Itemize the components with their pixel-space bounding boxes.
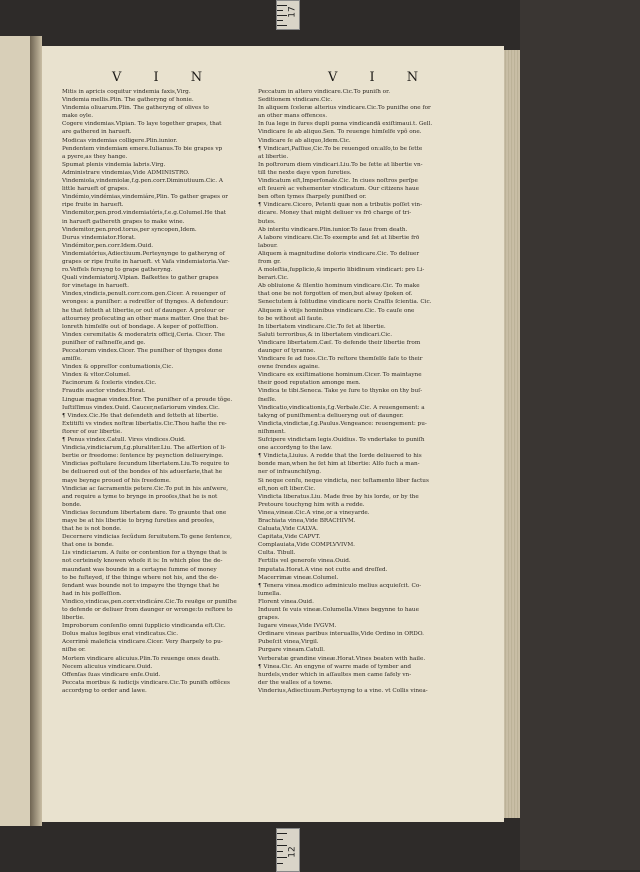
- text-line: maye be at his libertie to bryng ſureties and prooſes,: [62, 517, 215, 524]
- text-line: Iugare vineas,Vide IVGVM.: [258, 623, 337, 630]
- text-line: Pendentem vindemiam emere.Iulianus.To bie grapes vp: [62, 145, 223, 152]
- text-line: grapes or ripe fruite in harueft. vt Vafa vindemiatoria.Var-: [62, 258, 230, 265]
- text-line: lumella.: [258, 590, 282, 597]
- text-line: In poſtrorum diem vindicari.Liu.To be ſette at libertie vn-: [258, 161, 423, 168]
- left-page-edge: [0, 36, 32, 826]
- text-line: Caluata,Vide CALVA.: [258, 526, 318, 533]
- page-edges: [504, 50, 520, 818]
- text-line: Mitis in apricis coquitur vindemia faxis,Virg.: [62, 89, 191, 95]
- text-line: Vindicatio,vindicationis,f.g.Verbale.Cic. A reuengement: a: [258, 404, 425, 411]
- text-line: daunger of tyranne.: [258, 348, 316, 354]
- text-line: Fertilis vel generoſe vinea.Ouid.: [258, 558, 351, 565]
- text-line: Vindicare ex exiſtimatione hominum.Cicer. To maintayne: [258, 372, 422, 379]
- text-line: eſt ſeuerè ac vehementer vindicatum. Our citizens haue: [258, 186, 420, 193]
- text-line: ſtorer of our libertie.: [62, 428, 123, 435]
- text-line: Imputata.Horat.A vine not cutte and dreſſed.: [258, 566, 388, 573]
- ruler-tick: [277, 839, 283, 840]
- text-line: Quali vindemiatorij.Vlpian. Baſkettes to gather grapes: [62, 275, 219, 282]
- text-line: a pyere,as they hange.: [62, 153, 128, 160]
- text-line: Complauiata,Vide COMPLVVIVM.: [258, 542, 355, 549]
- text-line: bertie or freedome: ſentence by peynction deliueryinge.: [62, 453, 224, 460]
- text-line: till the nexte daye vpon ſureties.: [258, 169, 352, 176]
- text-line: ¶ Tenera vinea.modico adminiculo melius acquieſcit. Co-: [258, 582, 422, 589]
- text-line: Vindicare ſe ab aliquo.Sen. To reuenge himſelfe vpõ one.: [258, 129, 422, 136]
- text-line: Vinderius,Adiectiuum.Perteynyng to a vine. vt Collis vinea-: [258, 687, 428, 694]
- measurement-ruler-top: [276, 0, 300, 30]
- text-line: ner of infraunchiſyng.: [258, 469, 322, 476]
- text-line: Saluti terroribus,& in libertatem vindicari.Cic.: [258, 331, 393, 338]
- text-line: grapes.: [258, 615, 280, 622]
- text-line: ¶ Vindicta,Liuius. A redde that the Iorde deliuered to his: [258, 453, 422, 460]
- ruler-tick: [277, 25, 287, 26]
- text-line: that one be not forgotten of men,but alway ſpoken of.: [258, 291, 413, 298]
- text-line: Ordinare vineas paribus interuallis,Vide Ordino in ORDO.: [258, 631, 424, 638]
- text-line: Lis vindiciarum. A ſuite or contention for a thynge that is: [62, 550, 227, 557]
- text-line: Cogere vindemias.Vlpian. To laye together grapes, that: [62, 121, 222, 128]
- text-line: Vindicare ſe ab aliquo,Idem.Cic.: [258, 137, 351, 144]
- text-line: an other mans offences.: [258, 113, 328, 120]
- text-line: to be fuſteyed, if the thinge where not his, and the de-: [62, 574, 219, 581]
- text-line: In libertatem vindicare.Cic.To ſet at libertie.: [258, 323, 386, 330]
- text-line: Vindex & vltor.Columel.: [62, 372, 131, 379]
- ruler-tick: [277, 15, 287, 16]
- text-line: In aliquem ſceleræ alterius vindicare.Cic.To puniſhe one for: [258, 105, 431, 112]
- text-line: their good reputation amonge men.: [258, 380, 361, 387]
- book-gutter: [30, 36, 42, 826]
- text-line: ¶ Penus vindex.Catull. Vires vindices.Ouid.: [62, 437, 186, 444]
- text-line: Peccatorum vindex.Cicer. The puniſher of thynges done: [62, 348, 223, 354]
- text-line: at libertie.: [258, 153, 289, 160]
- text-line: Vindemitor,pen.prod.torus,per syncopen,Idem.: [62, 226, 197, 233]
- text-line: Ab interitu vindicare.Plin.iunior.To ſaue from death.: [258, 226, 408, 233]
- text-line: Induunt ſe vuis vineæ.Columella.Vines begynne to haue: [258, 607, 419, 613]
- text-line: der the walles of a towne.: [258, 679, 333, 686]
- ruler-number: 12: [287, 846, 298, 858]
- text-line: hurdels,vnder which in aſſaultes men came ſafely vn-: [258, 671, 412, 678]
- text-line: Si neque cenſu, neque vindicta, nec teſtamento liber factus: [258, 477, 429, 484]
- text-line: bonde man,when he ſet him at libertie: Alſo ſuch a man-: [258, 461, 420, 468]
- text-line: Vindémio,vindémias,vindemiáre,Plin. To gather grapes or: [62, 194, 228, 201]
- text-line: Vindicare libertatem.Cæſ. To defende their libertie from: [258, 339, 421, 346]
- text-line: Florent vinea.Ouid.: [258, 598, 314, 605]
- text-line: Purgare vineam.Catull.: [258, 647, 325, 654]
- text-line: Vindicatum eſt,Imperſonale.Cic. In ciues noſtros perſpe: [258, 178, 418, 185]
- text-line: Vindémitor,pen.corr.Idem.Ouid.: [62, 242, 154, 249]
- text-line: Linguæ magnæ vindex.Hor. The puniſher of a proude tõge.: [62, 396, 233, 403]
- text-line: Durus vindemiator.Horat.: [62, 234, 136, 241]
- text-line: wronges: a puniſher: a redreſſer of thynges. A defendour:: [62, 299, 229, 306]
- text-line: Modicas vindemias colligere.Plin.iunior.: [62, 137, 178, 144]
- text-line: Verberatæ grandine vineæ.Horat.Vines beaten with haile.: [258, 655, 426, 662]
- text-line: ſneſſe.: [258, 396, 277, 403]
- text-line: niſhe or.: [62, 647, 86, 654]
- text-line: Vindico,vindicas,pen.corr.vindicáre.Cic.To reuēge or puniſhe: [62, 598, 237, 605]
- text-line: Vindicias poſtulare ſecundum libertatem.Liu.To require to: [62, 461, 230, 468]
- text-line: Pubeſcit vinea,Virgil.: [258, 639, 319, 646]
- text-line: Vindica te tibi.Seneca. Take ye ſure to thynke on thy buſ-: [258, 388, 423, 395]
- text-line: Mortem vindicare alicuius.Plin.To reuenge ones death.: [62, 655, 220, 662]
- text-line: amiſſe.: [62, 356, 82, 363]
- ruler-tick: [277, 863, 283, 864]
- right-column: [258, 88, 476, 695]
- text-line: labour.: [258, 242, 278, 249]
- left-column: [62, 88, 274, 695]
- text-line: Senectutem à ſolitudine vindicare noris Craſſis ſcientia. Cic.: [258, 299, 432, 306]
- text-line: In ſua lege in ſures dupli pœna vindicandā exiſtimaui.t. Gell.: [258, 121, 433, 128]
- text-line: takyng of puniſhment:a deliueryng out of daunger.: [258, 412, 404, 419]
- text-line: one accordyng to the law.: [258, 445, 332, 452]
- text-line: Fraudis auctor vindex.Horat.: [62, 388, 146, 395]
- text-line: maye beynge proued of his ſreedome.: [62, 477, 171, 484]
- text-line: Acerrimè maleficia vindicare.Cicer. Very ſharpely to pu-: [62, 639, 223, 646]
- text-line: attourney proſecuting an other mans matter. One that be-: [62, 315, 229, 322]
- text-line: and require a tyme to brynge in prooſes,that he is not: [62, 493, 218, 500]
- text-line: lonreth himſelfe out of bondage. A keper of poſſeſſion.: [62, 323, 219, 330]
- text-line: Aliquem à magnitudine doloris vindicare.Cic. To deliuer: [258, 250, 420, 257]
- text-line: Vindicta liberatus.Liu. Made free by his lorde, or by the: [258, 493, 419, 500]
- text-line: Sufcipere vindictam legis.Ouidius. To vndertake to puniſh: [258, 437, 425, 444]
- text-line: ¶ Vindicare.Cicero, Petenti quæ non a tributis poſſet vin-: [258, 202, 423, 209]
- text-line: Seditionem vindicare.Cic.: [258, 97, 333, 104]
- text-line: that one is bonde.: [62, 542, 114, 549]
- ruler-tick: [277, 857, 287, 858]
- ruler-tick: [277, 845, 287, 846]
- text-line: for vinetage in harueft.: [62, 283, 129, 290]
- text-line: Aliquem à vitijs hominibus vindicare.Cic. To cauſe one: [258, 307, 415, 314]
- text-line: Macerrimæ vineæ.Columel.: [258, 574, 339, 581]
- text-line: Vindemiola,vindemiolæ,f.g.pen.corr.Diminutiuum.Cic. A: [62, 178, 223, 185]
- text-line: Capitata,Vide CAPVT.: [258, 534, 321, 541]
- text-line: to be without all faute.: [258, 315, 324, 322]
- text-line: Brachiata vinea,Vide BRACHIVM.: [258, 517, 356, 524]
- text-line: make oyle.: [62, 113, 94, 120]
- text-line: from gr.: [258, 258, 281, 265]
- text-line: Vindicare ſe ad ſuos.Cic.To reſtore themſelſe ſaſe to their: [258, 356, 423, 363]
- text-line: Facinorum & ſceleris vindex.Cic.: [62, 380, 157, 387]
- text-line: ſendant was bounde not to impayre the thynge that he: [62, 582, 220, 589]
- text-line: Necem alicuius vindicare.Ouid.: [62, 663, 153, 670]
- text-line: Spumat plenis vindemia labris.Virg.: [62, 161, 166, 168]
- text-line: berari.Cic.: [258, 275, 289, 282]
- text-line: Vindemia oliuarum.Plin. The gatheryng of olives to: [62, 105, 209, 112]
- ruler-tick: [277, 5, 287, 6]
- ruler-tick: [277, 20, 283, 21]
- text-line: Offenſas ſuas vindicare enſe.Ouid.: [62, 671, 161, 678]
- text-line: ¶ Vindex.Cic.He that deſendeth and ſetteth at libertie.: [62, 412, 219, 419]
- text-line: in harueft gathereth grapes to make wine.: [62, 218, 185, 225]
- measurement-ruler-bottom: [276, 828, 300, 872]
- text-line: ro.Veffels feruyng to grape gatheryng.: [62, 267, 173, 274]
- text-line: Vindemia mellis.Plin. The gatheryng of honie.: [62, 97, 194, 104]
- text-line: Iuſtiſſimus vindex.Ouid. Caucer,neſariorum vindex.Cic.: [62, 404, 220, 411]
- ruler-tick: [277, 833, 287, 834]
- text-line: owne ſrendes againe.: [258, 364, 320, 371]
- running-header-left: V I N: [112, 70, 217, 85]
- ruler-tick: [277, 851, 283, 852]
- text-line: Administrare vindemias,Vide ADMINISTRO.: [62, 169, 190, 176]
- text-line: A moleſtia,ſupplicio,& imperio libidinum vindicari: pro Li-: [258, 267, 425, 274]
- text-line: Extitiſti vs vindex noſtræ libertatis.Cic.Thou haſte the re-: [62, 420, 227, 427]
- ruler-number: 17: [287, 6, 298, 18]
- text-line: Vinea,vineæ.Cic.A vine,or a vineyarde.: [258, 509, 370, 516]
- text-line: be deliuered out of the bondes of his aduerſarie,that he: [62, 469, 223, 476]
- text-line: eſt,non eſt liber.Cic.: [258, 485, 316, 492]
- text-line: niſhment.: [258, 428, 286, 435]
- text-line: he that ſetteth at libertie,or out of daunger. A prolour or: [62, 307, 225, 314]
- text-line: that he is not bonde.: [62, 526, 122, 533]
- text-line: Vindex & oppreſſor contumationis,Cic.: [62, 364, 174, 371]
- text-line: had in his poſſeſſion.: [62, 590, 122, 597]
- ruler-tick: [277, 10, 283, 11]
- text-line: ¶ Vinea.Cic. An engyne of warre made of tymber and: [258, 663, 412, 670]
- text-line: Vindiciæ ac ſacramentis petere.Cic.To put in his anſwere,: [62, 485, 229, 492]
- text-line: Improborum conſenſio omni ſupplicio vindicanda eſt.Cic.: [62, 623, 226, 630]
- text-line: dicare. Money that might deliuer vs frō charge of tri-: [258, 210, 412, 217]
- text-line: bonde.: [62, 501, 82, 508]
- text-line: libertie.: [62, 615, 85, 622]
- text-line: Vindemiatórius,Adiectiuum.Perteynynge to gatheryng of: [62, 250, 225, 257]
- text-line: Peccata moribus & iudicijs vindicare.Cic.To puniſh offẽces: [62, 679, 230, 686]
- text-line: Dolus malus legibus erat vindicatus.Cic.: [62, 631, 178, 638]
- text-line: Pretoure touchyng him with a redde.: [258, 501, 365, 508]
- text-line: Vindex,vindicis,penult.corr.com.gen.Cicer. A reuenger of: [62, 291, 226, 298]
- text-line: to defende or deliuer from daunger or wronge:to reſtore to: [62, 607, 233, 613]
- text-line: Vindicia,vindiciarum,f.g.pluraliter.Liu. The aſſertion of li-: [62, 445, 226, 452]
- text-line: Vindex ceremitatis & moderatrix officij,Ceria. Cicer. The: [62, 331, 225, 338]
- text-line: little harueft of grapes.: [62, 186, 130, 193]
- background: [520, 0, 640, 870]
- text-line: Culta. Tibull.: [258, 550, 296, 557]
- text-line: Vindicias ſecundum libertatem dare. To graunte that one: [62, 509, 227, 516]
- text-line: butes.: [258, 218, 276, 225]
- text-line: not certeinely knowen whoſe it is: In which plee the de-: [62, 558, 223, 565]
- text-line: Vindicta,vindictæ,f.g.Paulus.Vengeance: reuengement: pu-: [258, 420, 427, 427]
- text-line: are gathered in harueft.: [62, 129, 132, 136]
- text-line: ¶ Vindicari,Paſſiue,Cic.To be reuenged on:alſo,to be ſette: [258, 145, 423, 152]
- text-line: Peccatum in altero vindicare.Cic.To puniſh or.: [258, 89, 391, 95]
- text-line: Ab obliuione & ſilentio hominum vindicare.Cic. To make: [258, 283, 420, 290]
- text-line: puniſher of raſhneſſe,and ge.: [62, 339, 146, 346]
- text-line: A labore vindicare.Cic.To exempte and ſet at libertie frō: [258, 234, 420, 241]
- text-line: Decernere vindicias ſecũdum ſeruitutem.To gene ſentence,: [62, 534, 232, 541]
- text-line: ripe fruite in harueft.: [62, 202, 124, 209]
- running-header-right: V I N: [328, 70, 433, 85]
- text-line: Vindemitor,pen.prod.vindemiatóris,f.e.g.Columel.He that: [62, 210, 227, 217]
- text-line: ben often tymes ſharpely puniſhed or.: [258, 194, 367, 201]
- text-line: maundant was bounde in a certayne ſumme of money: [62, 566, 217, 573]
- text-line: accordyng to order and lawe.: [62, 687, 147, 694]
